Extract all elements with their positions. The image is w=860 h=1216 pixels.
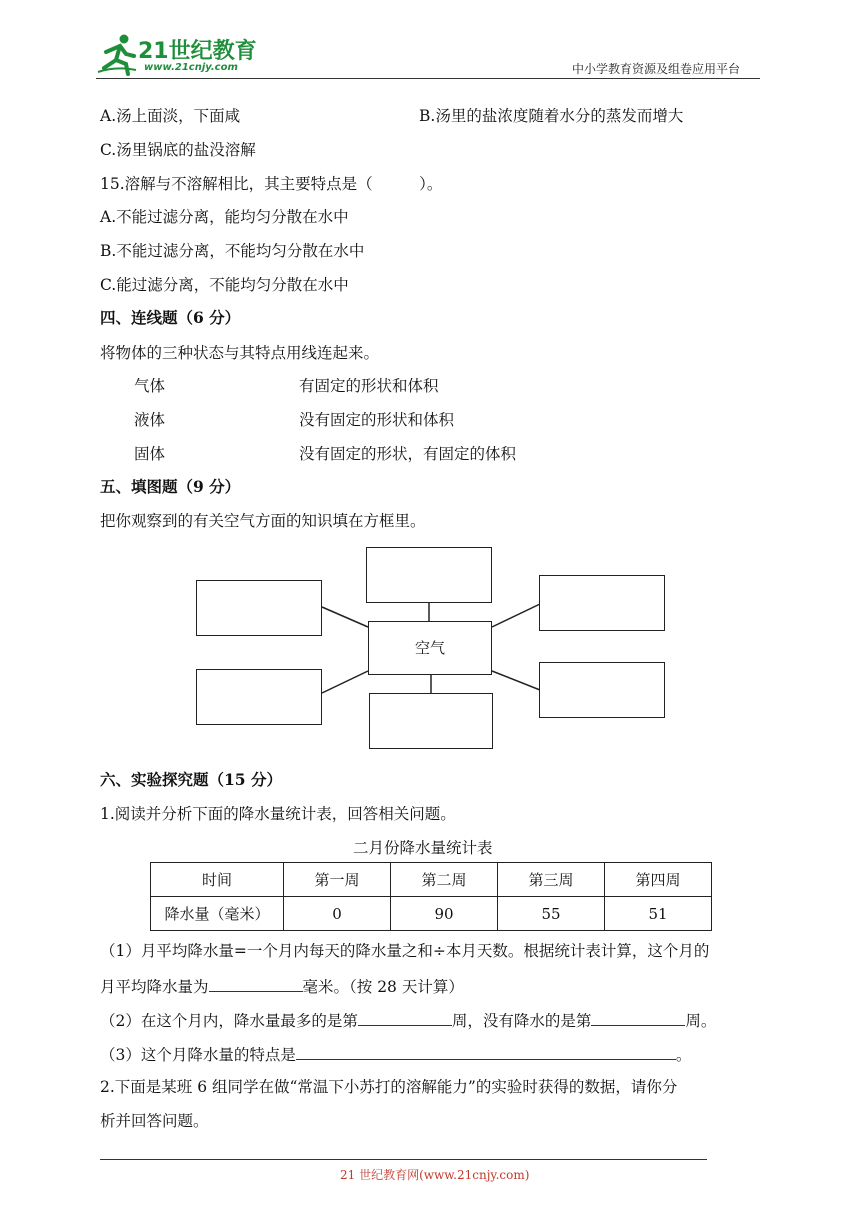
- table-cell: 55: [498, 897, 605, 931]
- table-row-label: 降水量（毫米）: [151, 897, 284, 931]
- feature-3: 没有固定的形状，有固定的体积: [299, 445, 517, 463]
- sub1-line1: （1）月平均降水量=一个月内每天的降水量之和÷本月天数。根据统计表计算，这个月的: [100, 942, 710, 960]
- answer-box-upper-left[interactable]: [196, 580, 322, 636]
- line-lower-left: [322, 671, 368, 693]
- q14-option-b: B.汤里的盐浓度随着水分的蒸发而增大: [419, 107, 684, 125]
- q15-option-a: A.不能过滤分离，能均匀分散在水中: [100, 208, 349, 226]
- q15-option-b: B.不能过滤分离，不能均匀分散在水中: [100, 242, 365, 260]
- section5-title: 五、填图题（9 分）: [100, 477, 241, 496]
- blank-average-rainfall[interactable]: [209, 975, 303, 992]
- section4-title: 四、连线题（6 分）: [100, 308, 241, 327]
- state-gas: 气体: [134, 377, 166, 395]
- sub1-line2: [100, 975, 464, 997]
- feature-2: 没有固定的形状和体积: [299, 411, 455, 429]
- table-title: 二月份降水量统计表: [353, 839, 493, 857]
- section4-instruction: 将物体的三种状态与其特点用线连起来。: [100, 344, 380, 362]
- table-header-cell: 第二周: [391, 863, 498, 897]
- answer-box-lower-left[interactable]: [196, 669, 322, 725]
- state-solid: 固体: [134, 445, 166, 463]
- line-upper-left: [322, 607, 368, 627]
- center-box-air: [368, 621, 492, 675]
- q1-stem: 1.阅读并分析下面的降水量统计表，回答相关问题。: [100, 805, 456, 823]
- q2-line1: 2.下面是某班 6 组同学在做“常温下小苏打的溶解能力”的实验时获得的数据，请你分: [100, 1078, 678, 1096]
- table-header-cell: 第一周: [284, 863, 391, 897]
- table-cell: 90: [391, 897, 498, 931]
- sub1-line2-post: 毫米。（按 28 天计算）: [302, 978, 464, 996]
- q14-option-c: C.汤里锅底的盐没溶解: [100, 141, 256, 159]
- sub3-post: 。: [675, 1046, 692, 1064]
- table-header-cell: 第四周: [605, 863, 712, 897]
- q14-option-a: A.汤上面淡，下面咸: [100, 107, 241, 125]
- line-lower-right: [492, 671, 540, 690]
- table-cell: 51: [605, 897, 712, 931]
- answer-box-upper-right[interactable]: [539, 575, 665, 631]
- answer-box-lower-right[interactable]: [539, 662, 665, 718]
- blank-rainfall-feature[interactable]: [296, 1043, 676, 1060]
- table-header-row: [151, 863, 712, 897]
- sub2-pre: （2）在这个月内，降水量最多的是第: [100, 1012, 358, 1030]
- center-label: 空气: [415, 639, 446, 657]
- header-platform-text: 中小学教育资源及组卷应用平台: [572, 62, 741, 76]
- table-header-cell: 第三周: [498, 863, 605, 897]
- table-cell: 0: [284, 897, 391, 931]
- logo-url: www.21cnjy.com: [144, 62, 238, 73]
- rainfall-table: [150, 862, 712, 931]
- sub3-line: [100, 1043, 691, 1065]
- sub3-pre: （3）这个月降水量的特点是: [100, 1046, 296, 1064]
- feature-1: 有固定的形状和体积: [299, 377, 439, 395]
- state-liquid: 液体: [134, 411, 166, 429]
- answer-box-top[interactable]: [366, 547, 492, 603]
- table-header-cell: 时间: [151, 863, 284, 897]
- sub2-line: [100, 1009, 716, 1031]
- q15-option-c: C.能过滤分离，不能均匀分散在水中: [100, 276, 349, 294]
- sub2-mid: 周，没有降水的是第: [451, 1012, 592, 1030]
- sub2-post: 周。: [685, 1012, 717, 1030]
- table-row: [151, 897, 712, 931]
- sub1-line2-pre: 月平均降水量为: [100, 978, 209, 996]
- section5-instruction: 把你观察到的有关空气方面的知识填在方框里。: [100, 512, 426, 530]
- blank-most-rain-week[interactable]: [358, 1009, 452, 1026]
- logo-text: 21世纪教育: [138, 39, 257, 64]
- section6-title: 六、实验探究题（15 分）: [100, 770, 282, 789]
- footer-divider: [100, 1159, 707, 1160]
- q15-stem: 15.溶解与不溶解相比，其主要特点是（ ）。: [100, 175, 443, 193]
- line-upper-right: [492, 604, 540, 627]
- answer-box-bottom[interactable]: [369, 693, 493, 749]
- footer-link[interactable]: 21 世纪教育网(www.21cnjy.com): [340, 1168, 530, 1182]
- q2-line2: 析并回答问题。: [100, 1112, 209, 1130]
- blank-no-rain-week[interactable]: [591, 1009, 685, 1026]
